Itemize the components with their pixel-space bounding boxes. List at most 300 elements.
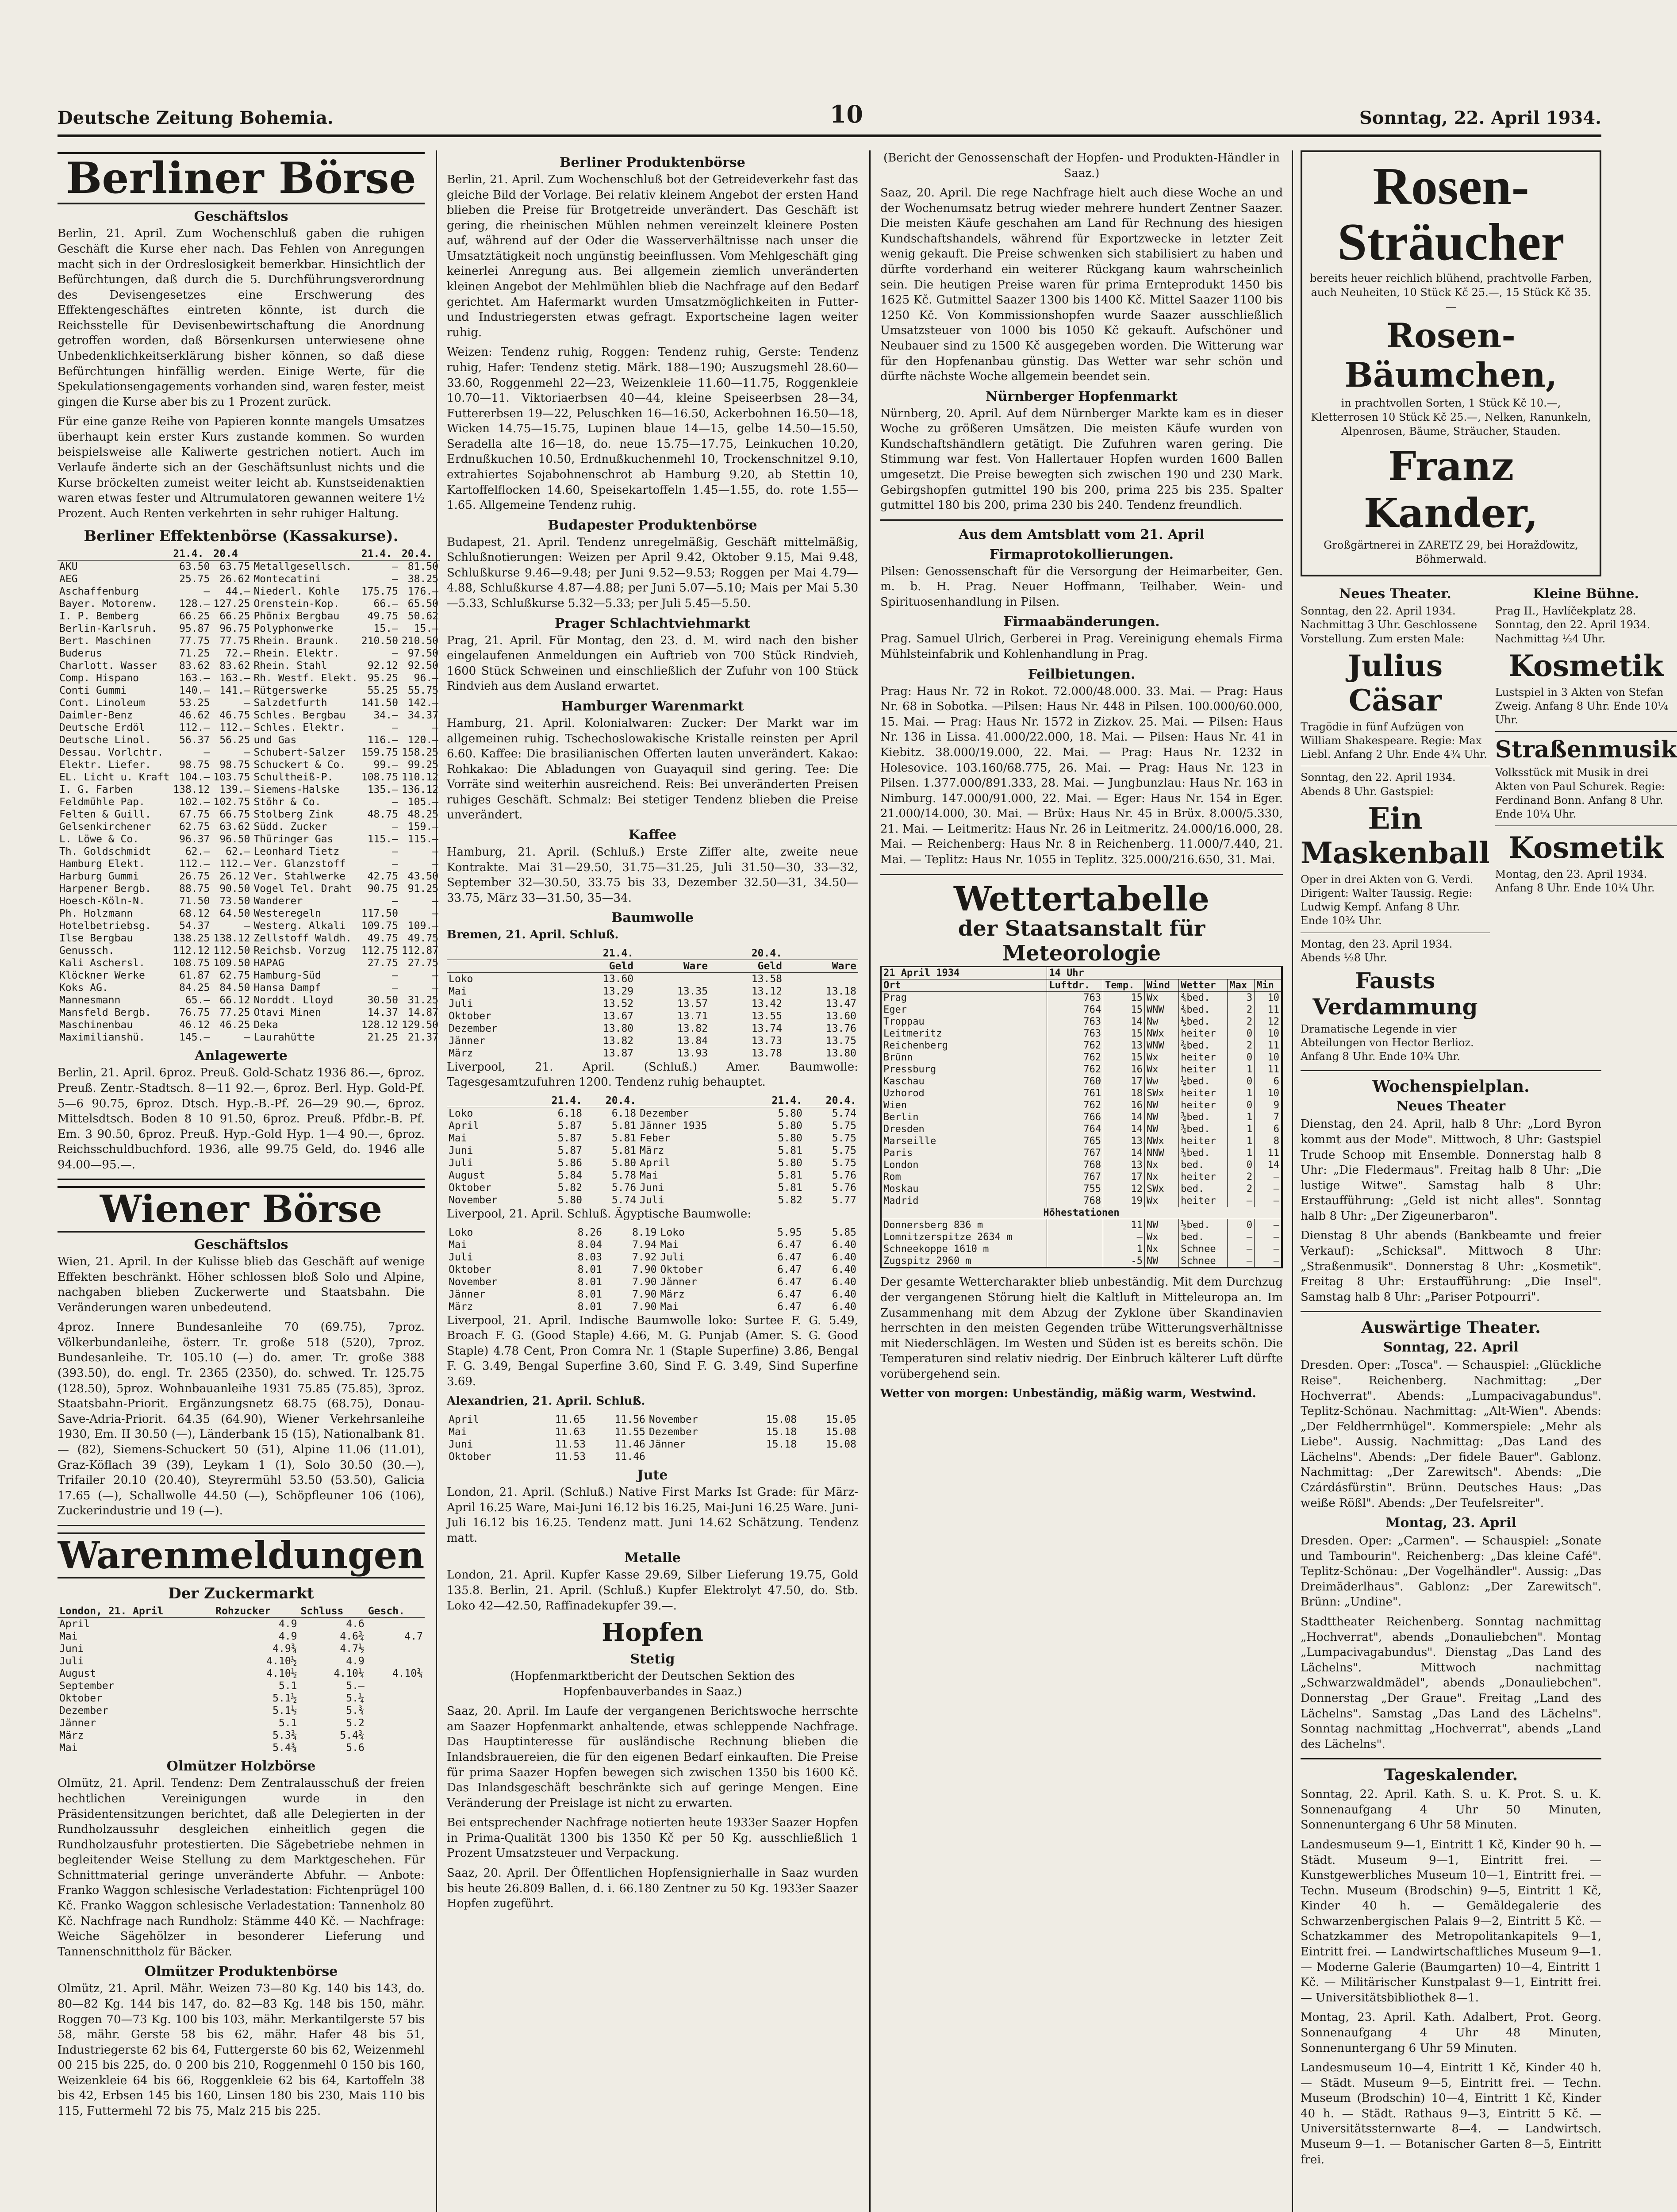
sugar-table [58, 1605, 425, 1754]
theater-name: Kleine Bühne. [1533, 586, 1639, 602]
table-row [447, 1120, 858, 1132]
subheading: Geschäftslos [194, 209, 288, 225]
table-cell: 768 [1047, 1195, 1103, 1207]
table-cell: 1 [1103, 1243, 1145, 1255]
weather-date: 21 April 1934 [882, 967, 1047, 979]
table-row [882, 1147, 1282, 1159]
table-cell: 49.75 [367, 611, 398, 622]
table-cell: 26.12 [219, 871, 250, 883]
table-cell: 5.74 [832, 1108, 856, 1120]
table-cell: 4.10½ [266, 1655, 297, 1667]
table-cell: 6.40 [832, 1301, 856, 1313]
article-paragraph: Der gesamte Wettercharakter blieb unbeständig. Mit dem Durchzug der vergangenen Störung hielt die Kaltluft in Mitteleuropa an. Im Zusammenhang mit dem Abzug der Zyklone über Skandinavien herrschten in den meisten Gegenden trübe Witterungsverhältnisse mit Niederschlägen. Im Westen und Süden ist es bereits schön. Die Temperaturen sind relativ niedrig. Der Einbruch kälterer Luft dürfte vorübergehend sein. [880, 1275, 1283, 1381]
table-cell: Leonhard Tietz [253, 846, 340, 858]
table-cell: 15 [1103, 1004, 1145, 1016]
table-cell: 77.75 [179, 635, 210, 647]
table-row [58, 1729, 425, 1742]
table-row [447, 1010, 858, 1022]
table-cell: 6.47 [777, 1288, 802, 1300]
article-paragraph: Weizen: Tendenz ruhig, Roggen: Tendenz ruhig, Gerste: Tendenz ruhig, Hafer: Tendenz stetig. Märk. 188—190; Auszugsmehl 28.60—33.60, Roggenmehl 22—23, Weizenkleie 11.60—11.75, Roggenkleie 10.70—11. Viktoriaerbsen 40—44, kleine Speiseerbsen 28—34, Futtererbsen 19—22, Peluschken 16—16.50, Ackerbohnen 16.50—18, Wicken 14.75—15.75, Lupinen blaue 14—15, gelbe 14.50—15.50, Seradella alte 16—18, do. neue 15.75—17.75, Leinkuchen 10.20, Erdnußkuchen 10.50, Erdnußkuchenmehl 10, Trockenschnitzel 9.10, extrahiertes Sojabohnenschrot ab Hamburg 9.20, ab Stettin 10, Kartoffelflocken 14.60, Speisekartoffeln 1.45—1.55, do. rote 1.55—1.65. Allgemeine Tendenz ruhig. [447, 346, 858, 512]
table-cell: 2 [1228, 1171, 1255, 1183]
table-cell: 5.80 [557, 1194, 582, 1206]
table-cell: 13.29 [602, 985, 634, 997]
column-rule [1292, 150, 1293, 2212]
table-cell: Oktober [449, 1263, 491, 1275]
table-header-cell: Temp. [1103, 979, 1145, 992]
table-cell: 141.50 [361, 697, 398, 709]
program-text: Dresden. Oper: „Tosca". — Schauspiel: „Glückliche Reise". Reichenberg. Nachmittag: „Der Hochverrat". Abends: „Lumpacivagabundus". Teplitz-Schönau. Nachmittag: „Alt-Wien". Abends: „Der Feldherrnhügel". Kommerspiele: „Mehr als Liebe". Aussig. Nachmittag: „Das Land des Lächelns". Abends: „Der fidele Bauer". Gablonz. Nachmittag: „Der Zarewitsch". Abends: „Die Czárdásfürstin". Brünn. Deutsches Haus: „Das weiße Rößl". Abends: „Der Teufelsreiter". [1301, 1359, 1601, 1510]
table-cell: 6.47 [777, 1251, 802, 1263]
table-cell [1047, 1243, 1103, 1255]
table-cell: Mai [449, 1239, 467, 1251]
table-cell: ½bed. [1179, 1219, 1228, 1232]
play-title: Ein Maskenball [1301, 801, 1490, 870]
table-cell: 5.87 [557, 1133, 582, 1144]
table-cell: 13.60 [825, 1010, 856, 1022]
table-cell: Loko [449, 1108, 473, 1120]
table-cell: März [640, 1145, 664, 1157]
table-cell: 5.81 [778, 1145, 802, 1157]
table-cell: September [59, 1680, 115, 1692]
table-cell: 15 [1103, 992, 1145, 1004]
table-header-row [447, 1094, 858, 1107]
subheading: Kaffee [628, 827, 677, 843]
table-cell: 0 [1228, 1159, 1255, 1171]
column-rule [869, 150, 871, 2212]
table-cell: 56.25 [219, 734, 250, 746]
table-cell: 10 [1255, 1052, 1282, 1064]
table-cell: ¾bed. [1179, 1111, 1228, 1123]
table-cell: August [449, 1170, 486, 1182]
table-row [58, 883, 440, 895]
divider [880, 874, 1283, 875]
table-header-cell [58, 548, 171, 561]
table-cell: April [59, 1618, 90, 1630]
divider [1495, 731, 1677, 732]
article-paragraph: Hamburg, 21. April. Kolonialwaren: Zucker: Der Markt war im allgemeinen ruhig. Tschechoslowakische Kristalle reinsten per April 6.60. Kaffee: Die brasilianischen Offerten lauten unverändert. Kakao: Rohkakao: Die Abladungen von Guayaquil sind gering. Tee: Die Vorräte sind weiterhin ausreichend. Reis: Bei unveränderten Preisen ruhiges Geschäft. Schmalz: Bei stetiger Tendenz blieben die Preise unverändert. [447, 716, 858, 822]
table-cell: Polyphonwerke [253, 623, 334, 635]
table-cell: 66.75 [219, 809, 250, 821]
table-cell: — [392, 895, 398, 907]
table-cell: — [392, 821, 398, 833]
table-cell: 84.25 [179, 982, 210, 994]
table-cell: 5.95 [777, 1226, 802, 1238]
table-cell: 44.— [226, 586, 250, 598]
calendar-text: Landesmuseum 9—1, Eintritt 1 Kč, Kinder 90 h. — Städt. Museum 9—1, Eintritt frei. — Kunstgewerbliches Museum 10—1, Eintritt frei. — Techn. Museum (Brodschin) 9—5, Eintritt 1 Kč, Kinder 40 h. — Gemäldegalerie des Schwarzenbergischen Palais 9—2, Eintritt 5 Kč. — Schatzkammer des Metropolitankapitels 9—1, Eintritt frei. — Landwirtschaftliches Museum 9—1. — Moderne Galerie (Baumgarten) 10—4, Eintritt 1 Kč. — Militärischer Kunstpalast 9—1, Eintritt frei. — Universitätsbibliothek 8—1. [1301, 1838, 1601, 2005]
article-paragraph: Olmütz, 21. April. Mähr. Weizen 73—80 Kg. 140 bis 143, do. 80—82 Kg. 144 bis 147, do. 82—83 Kg. 148 bis 150, mähr. Roggen 70—73 Kg. 100 bis 103, mähr. Merkantilgerste 57 bis 58, mähr. Gerste 58 bis 62, mähr. Hafer 48 bis 51, Industriegerste 62 bis 64, Futtergerste 60 bis 62, Weizenmehl 00 215 bis 225, do. 0 200 bis 210, Roggenmehl 0 150 bis 160, Weizenkleie 64 bis 66, Roggenkleie 62 bis 64, Kartoffeln 38 bis 42, Erbsen 145 bis 160, Linsen 180 bis 230, Mais 110 bis 115, Futtermehl 72 bis 75, Malz 215 bis 225. [58, 1982, 425, 2118]
ad-subtitle: Rosen-Bäumchen, [1344, 315, 1558, 395]
table-cell: 5.1 [279, 1717, 297, 1729]
article-paragraph: Prag. Samuel Ulrich, Gerberei in Prag. Vereinigung ehemals Firma Mühlsteinfabrik und Kohlenhandlung in Prag. [880, 632, 1283, 661]
table-cell: 96.— [414, 672, 439, 684]
stocks-table [58, 548, 440, 1044]
table-cell: — [1103, 1231, 1145, 1243]
article-paragraph: Liverpool, 21. April. Indische Baumwolle loko: Surtee F. G. 5.49, Broach F. G. (Good Staple) 4.66, M. G. Punjab (Amer. S. G. Good Staple) 4.78 Cent, Pron Comra Nr. 1 (Staple Superfine) 3.86, Bengal F. G. 3.49, Bengal Superfine 3.60, Sind F. G. 3.49, Sind Superfine 3.69. [447, 1313, 858, 1388]
table-cell: 13.71 [677, 1010, 708, 1022]
table-cell: 13.82 [677, 1022, 708, 1034]
table-cell: 13.78 [751, 1047, 783, 1059]
table-header-cell: 20.4. [804, 1094, 858, 1107]
table-header-cell: Geld [561, 960, 635, 972]
table-cell: 5.80 [778, 1120, 802, 1132]
table-cell: Berlin [882, 1111, 1047, 1123]
table-row [882, 1087, 1282, 1099]
table-cell: 6.40 [832, 1288, 856, 1300]
column-4 [1301, 150, 1677, 2172]
table-cell: 92.12 [367, 660, 398, 672]
table-cell: — [432, 982, 439, 994]
article-paragraph: Saaz, 20. April. Die rege Nachfrage hielt auch diese Woche an und der Wochenumsatz betrug wieder mehrere hundert Zentner Saazer. Die meisten Käufe geschahen am Land für Rechnung des hiesigen Kundschaftshandels, während für Exportzwecke in letzter Zeit wenig gekauft. Die Preise schwenken sich stabilisiert zu haben und dürfte vorderhand ein weiterer Rückgang kaum wahrscheinlich sein. Die heutigen Preise waren für prima Ernteprodukt 1450 bis 1625 Kč. Gutmittel Saazer 1300 bis 1400 Kč. Mittel Saazer 1100 bis 1250 Kč. Von Kommissionshopfen wurde Saazer ausschließlich Umsatzsteuer von 1000 bis 1050 Kč gekauft. Aufschöner und Neubauer sind zu 1500 Kč ausgegeben worden. Die Witterung war für den Hopfenanbau günstig. Das Wetter war sehr schön und dürfte nächste Woche allgemein beendet sein. [880, 186, 1283, 384]
table-row [447, 1451, 858, 1463]
table-cell: 55.75 [407, 685, 439, 697]
subheading: Metalle [624, 1550, 681, 1566]
article-paragraph: London, 21. April. Kupfer Kasse 29.69, Silber Lieferung 19.75, Gold 135.8. Berlin, 21. April. (Schluß.) Kupfer Elektrolyt 47.50, do. Stb. Loko 42—42.50, Raffinadekupfer 39.—. [447, 1568, 858, 1613]
table-cell: NW [1144, 1123, 1178, 1135]
table-cell: ¾bed. [1179, 992, 1228, 1004]
table-cell: 14 [1103, 1123, 1145, 1135]
table-cell: ¾bed. [1179, 1147, 1228, 1159]
table-cell: Charlott. Wasser [59, 660, 157, 672]
table-cell: EL. Licht u. Kraft [59, 772, 170, 783]
table-cell: Jänner [449, 1035, 486, 1047]
table-cell: 102.75 [213, 796, 250, 808]
table-cell: 110.12 [401, 772, 439, 783]
table-cell: 120.— [407, 734, 439, 746]
table-cell: 11.55 [614, 1426, 645, 1438]
table-cell: 12 [1103, 1183, 1145, 1195]
table-cell: 14 [1255, 1159, 1282, 1171]
article-paragraph: Berlin, 21. April. Zum Wochenschluß bot der Getreideverkehr fast das gleiche Bild der Vorlage. Bei relativ kleinem Angebot der ersten Hand blieben die Preise für Brotgetreide unverändert. Das Geschäft ist gering, die rheinischen Mühlen nehmen vereinzelt kleinere Posten auf, während auf der Oder die Wasserverhältnisse nach unser die Umsatztätigkeit noch ungünstig beeinflussen. Vom Mehlgeschäft ging keinerlei Anregung aus. Bei allgemein ziemlich unveränderten kleinen Angebot der Mehlmühlen blieb die Nachfrage auf den Bedarf gerichtet. Am Hafermarkt wurden Umsatzmöglichkeiten in Futter- und Industriegersten etwas gefragt. Exportscheine lagen weiter ruhig. [447, 173, 858, 339]
table-cell: 31.25 [407, 995, 439, 1006]
table-row [58, 994, 440, 1006]
table-cell: 13.60 [602, 973, 634, 985]
date-heading: Montag, 23. April [1385, 1515, 1516, 1531]
table-header-cell: Min [1255, 979, 1282, 992]
table-cell: London, 21. April [58, 1605, 214, 1618]
table-cell: Kali Aschersl. [59, 957, 145, 969]
table-cell: 6.47 [777, 1301, 802, 1313]
table-cell: 11 [1255, 1147, 1282, 1159]
table-cell: 5.4¾ [340, 1730, 365, 1742]
table-row [58, 1019, 440, 1031]
table-cell: 761 [1047, 1087, 1103, 1099]
weather-table-subtitle: der Staatsanstalt für Meteorologie [958, 916, 1205, 966]
table-row [882, 1219, 1282, 1232]
table-cell: — [392, 561, 398, 573]
table-header-cell: 21.4. [171, 548, 211, 561]
table-cell: 158.25 [401, 747, 439, 759]
table-row [58, 845, 440, 858]
table-cell: 13.35 [677, 985, 708, 997]
table-cell: 5.80 [611, 1157, 637, 1169]
table-cell: 13.75 [825, 1035, 856, 1047]
table-cell: Rhein. Elektr. [253, 648, 340, 660]
article-paragraph: (Hopfenmarktbericht der Deutschen Sektion des Hopfenbauverbandes in Saaz.) [510, 1670, 795, 1698]
table-cell: Jänner [660, 1276, 697, 1288]
table-cell: — [1228, 1243, 1255, 1255]
page-number: 10 [829, 100, 863, 128]
calendar-text: Montag, 23. April. Kath. Adalbert, Prot. Georg. Sonnenaufgang 4 Uhr 48 Minuten, Sonnenuntergang 6 Uhr 59 Minuten. [1301, 2011, 1601, 2055]
program-text: Dienstag, den 24. April, halb 8 Uhr: „Lord Byron kommt aus der Mode". Mittwoch, 8 Uhr: Gastspiel Trude Schoop mit Ensemble. Donnerstag halb 8 Uhr: „Die Fledermaus". Freitag halb 8 Uhr: „Die lustige Witwe". Samstag halb 8 Uhr: Erstaufführung: „Geld ist nicht alles". Sonntag halb 8 Uhr: „Der Zigeunerbaron". [1301, 1118, 1601, 1223]
table-cell: 8.04 [577, 1239, 602, 1251]
table-cell: 4.9¾ [272, 1643, 297, 1655]
table-cell: 92.50 [407, 660, 439, 672]
table-cell: 5.78 [611, 1170, 637, 1182]
table-cell: Niederl. Kohle [253, 586, 340, 598]
table-cell: 16 [1103, 1064, 1145, 1075]
table-cell: Thüringer Gas [253, 833, 334, 845]
table-cell: 13.82 [602, 1035, 634, 1047]
table-row [58, 1643, 425, 1655]
article-paragraph: Liverpool, 21. April. (Schluß.) Amer. Baumwolle: Tagesgesamtzufuhren 1200. Tendenz ruhig behauptet. [447, 1060, 858, 1089]
table-cell: Harburg Gummi [59, 871, 139, 883]
table-cell: November [449, 1276, 498, 1288]
table-cell: 11.53 [555, 1439, 586, 1451]
table-row [58, 598, 440, 610]
table-header-cell [447, 947, 561, 960]
table-cell: 34.— [373, 710, 398, 722]
table-row [58, 1742, 425, 1754]
table-cell: 7.90 [632, 1276, 657, 1288]
table-row [58, 660, 440, 672]
table-cell: 91.25 [407, 883, 439, 895]
table-cell: 762 [1047, 1040, 1103, 1052]
table-cell: Juli [59, 1655, 84, 1667]
article-paragraph: (Bericht der Genossenschaft der Hopfen- und Produkten-Händler in Saaz.) [883, 151, 1280, 180]
table-cell: 2 [1228, 1183, 1255, 1195]
table-row [447, 998, 858, 1010]
section-title-berlin-exchange: Berliner Börse [58, 152, 425, 204]
table-cell: 159.75 [361, 747, 398, 759]
table-cell: 1 [1228, 1087, 1255, 1099]
table-cell: 112.12 [173, 945, 210, 957]
table-cell: Juni [449, 1145, 473, 1157]
table-cell: Jänner 1935 [640, 1120, 707, 1132]
table-row [447, 1157, 858, 1169]
table-cell: 15.08 [825, 1426, 856, 1438]
table-cell: 765 [1047, 1135, 1103, 1147]
ad-company: Franz Kander, [1363, 443, 1539, 537]
table-cell: 128.— [179, 598, 210, 610]
table-cell: Mai [59, 1631, 78, 1643]
table-cell: 4.6¾ [340, 1631, 365, 1643]
table-header-cell [784, 947, 858, 960]
table-row [58, 746, 440, 759]
table-row [882, 1123, 1282, 1135]
table-cell: Hoesch-Köln-N. [59, 895, 145, 907]
table-cell: Maschinenbau [59, 1019, 133, 1031]
weather-time: 14 Uhr [1047, 967, 1282, 979]
table-cell: 139.— [219, 784, 250, 796]
table-row [882, 1064, 1282, 1075]
table-cell: WNW [1144, 1004, 1178, 1016]
table-cell: ¼bed. [1179, 1075, 1228, 1087]
table-cell [366, 1692, 425, 1705]
table-header-cell: Luftdr. [1047, 979, 1103, 992]
table-cell: 5.1½ [272, 1693, 297, 1705]
table-cell: 5.1½ [272, 1705, 297, 1717]
table-cell: Phönix Bergbau [253, 611, 340, 622]
table-row [58, 1717, 425, 1729]
table-cell: 46.12 [179, 1019, 210, 1031]
table-cell: 5.82 [778, 1194, 802, 1206]
table-row [58, 895, 440, 907]
table-cell: Juni [640, 1182, 664, 1194]
masthead-title: Deutsche Zeitung Bohemia. [58, 108, 334, 128]
program-text: Oper in drei Akten von G. Verdi. Dirigent: Walter Taussig. Regie: Ludwig Kempf. Anfang 8 Uhr. Ende 10¾ Uhr. [1301, 873, 1474, 927]
table-header-cell: 21.4. [750, 1094, 804, 1107]
table-cell: 73.50 [219, 895, 250, 907]
forecast: Wetter von morgen: Unbeständig, mäßig warm, Westwind. [880, 1387, 1256, 1401]
table-cell: 112.87 [401, 945, 439, 957]
table-cell: 4.10½ [266, 1668, 297, 1680]
table-cell: 5.¾ [346, 1705, 365, 1717]
table-cell: 5.82 [557, 1182, 582, 1194]
table-cell: 42.75 [367, 871, 398, 883]
table-cell: März [449, 1301, 473, 1313]
table-row [882, 1183, 1282, 1195]
table-row [58, 1705, 425, 1717]
table-row [882, 1052, 1282, 1064]
table-cell: Kaschau [882, 1075, 1047, 1087]
table-cell: L. Löwe & Co. [59, 833, 139, 845]
table-cell: Rhein. Stahl [253, 660, 327, 672]
table-cell: April [640, 1157, 671, 1169]
table-cell: 15.— [414, 623, 439, 635]
table-row [447, 1047, 858, 1060]
market-label: Bremen, 21. April. Schluß. [447, 928, 619, 942]
table-cell: 13.84 [677, 1035, 708, 1047]
table-cell: 7.90 [632, 1301, 657, 1313]
table-cell: Deutsche Erdöl [59, 722, 145, 734]
table-cell: 5.87 [557, 1120, 582, 1132]
table-cell: 15.— [373, 623, 398, 635]
table-cell: 77.25 [219, 1007, 250, 1019]
table-row [882, 1075, 1282, 1087]
table-cell: 68.12 [179, 908, 210, 920]
table-header-row [882, 979, 1282, 992]
table-cell: Oktober [59, 1693, 102, 1705]
table-cell: 0 [1228, 1099, 1255, 1111]
table-cell [366, 1729, 425, 1742]
table-cell: — [244, 697, 250, 709]
table-cell: Feldmühle Pap. [59, 796, 145, 808]
table-cell: 13.93 [677, 1047, 708, 1059]
table-cell: 762 [1047, 1064, 1103, 1075]
ad-title: Rosen-Sträucher [1337, 157, 1565, 271]
table-header-cell: 20.4. [584, 1094, 638, 1107]
table-cell: Oktober [449, 1182, 491, 1194]
table-cell: Mai [449, 1133, 467, 1144]
table-cell: Südd. Zucker [253, 821, 327, 833]
table-cell: 13.57 [677, 998, 708, 1010]
article-paragraph: Berlin, 21. April. 6proz. Preuß. Gold-Schatz 1936 86.—, 6proz. Preuß. Zentr.-Stadtsch. 8—11 92.—, 6proz. Berl. Hyp. Gold-Pf. 5—6 90.75, 6proz. Dtsch. Hyp.-B.-Pf. 26—29 90.—, 6proz. Mittelsdtsch. Boden 8 10 91.50, 6proz. Preuß. Pfdbr.-B. Pf. Em. 3 90.50, 6proz. Preuß. Hyp.-Gold Hyp. 1—4 90.—, 6proz. Reichsschuldbuchford. 1936, alle 99.75 Geld, do. 1946 alle 94.00—95.—. [58, 1066, 425, 1171]
table-cell: 159.— [407, 821, 439, 833]
table-cell: 66.25 [219, 611, 250, 622]
table-cell: Jänner [59, 1717, 96, 1729]
table-row [58, 672, 440, 684]
table-cell: Mai [449, 985, 467, 997]
table-cell: 129.50 [401, 1019, 439, 1031]
theater-name: Neues Theater. [1339, 586, 1451, 602]
table-cell: Schles. Bergbau [253, 710, 346, 722]
table-cell: ¾bed. [1179, 1004, 1228, 1016]
table-cell: Montecatini [253, 573, 321, 585]
table-row [58, 1031, 440, 1044]
table-cell: Ilse Bergbau [59, 933, 133, 945]
table-cell: Mai [449, 1426, 467, 1438]
table-cell: 88.75 [179, 883, 210, 895]
table-cell: Siemens-Halske [253, 784, 340, 796]
table-row [447, 1182, 858, 1194]
table-cell: Wx [1144, 992, 1178, 1004]
table-header-cell: 20.4 [211, 548, 252, 561]
table-row [58, 982, 440, 994]
table-cell: Oktober [449, 1451, 491, 1463]
table-cell: Dezember [449, 1022, 498, 1034]
table-cell: 4.10¼ [334, 1668, 365, 1680]
table-cell: November [649, 1414, 698, 1426]
table-cell: 10 [1255, 992, 1282, 1004]
table-cell: 13.87 [602, 1047, 634, 1059]
table-cell: 83.62 [179, 660, 210, 672]
table-cell: 71.50 [179, 895, 210, 907]
table-row [58, 945, 440, 957]
table-cell: Juli [449, 1251, 473, 1263]
table-cell: 17 [1103, 1075, 1145, 1087]
table-row [58, 1680, 425, 1692]
table-cell: Wx [1144, 1231, 1178, 1243]
article-paragraph: Berlin, 21. April. Zum Wochenschluß gaben die ruhigen Geschäft die Kurse eher nach. Das Fehlen von Anregungen macht sich in der Ordreslosigkeit bemerkbar. Hinsichtlich der Befürchtungen, daß durch die 5. Durchführungsverordnung des Devisengesetzes eine Erschwerung des Effektengeschäftes eintreten könnte, ist durch die Reichsstelle für Devisenbewirtschaftung die Anordnung getroffen worden, daß Börsenkursen unterwiesene ohne Unbedenklichkeitserklärung bisher können, so daß diese Befürchtungen hinfällig werden. Einige Werte, für die Spekulationsengagements vorhanden sind, waren fester, meist gingen die Kurse aber bis zu 1 Prozent zurück. [58, 227, 425, 409]
table-header-cell [638, 1094, 750, 1107]
table-cell: 755 [1047, 1183, 1103, 1195]
table-cell [1047, 1231, 1103, 1243]
divider [1301, 1070, 1601, 1071]
table-cell: Buderus [59, 648, 102, 660]
table-cell: Feber [640, 1133, 671, 1144]
table-cell: -5 [1103, 1255, 1145, 1267]
table-cell: 84.50 [219, 982, 250, 994]
table-cell: Donnersberg 836 m [882, 1219, 1047, 1232]
table-row [882, 1004, 1282, 1016]
table-cell: heiter [1179, 1135, 1228, 1147]
table-cell: 5.81 [611, 1120, 637, 1132]
table-cell [635, 972, 710, 985]
table-cell: 64.50 [219, 908, 250, 920]
table-cell: Westerg. Alkali [253, 920, 346, 932]
table-row [58, 808, 440, 821]
table-cell: 65.— [185, 995, 210, 1006]
divider [58, 1525, 425, 1526]
table-cell: 13.80 [825, 1047, 856, 1059]
table-cell: 90.50 [219, 883, 250, 895]
table-cell: 14.87 [407, 1007, 439, 1019]
table-cell: 5.1 [279, 1680, 297, 1692]
table-cell: 136.12 [401, 784, 439, 796]
table-cell: Wx [1144, 1064, 1178, 1075]
table-cell: — [432, 970, 439, 982]
table-row [58, 1655, 425, 1667]
subheading: Feilbietungen. [1028, 666, 1136, 682]
table-cell: 6.18 [557, 1108, 582, 1120]
table-cell: Oktober [449, 1010, 491, 1022]
play-title: Straßenmusik [1495, 736, 1677, 764]
table-cell: 61.87 [179, 970, 210, 982]
table-cell: bed. [1179, 1159, 1228, 1171]
table-cell: 97.50 [407, 648, 439, 660]
table-cell: 112.50 [213, 945, 250, 957]
table-cell: bed. [1179, 1231, 1228, 1243]
